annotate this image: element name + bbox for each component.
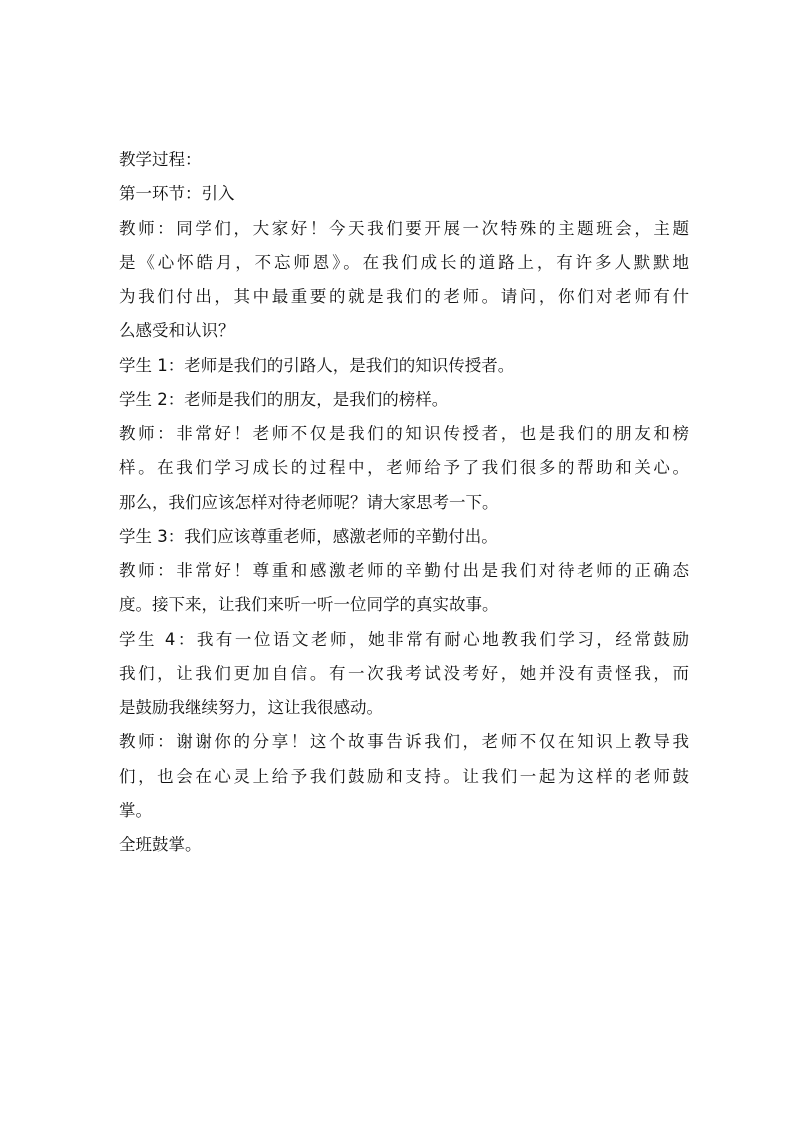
paragraph-line: 学生 4：我有一位语文老师，她非常有耐心地教我们学习，经常鼓励 [119, 629, 689, 649]
paragraph-line: 学生 1：老师是我们的引路人，是我们的知识传授者。 [119, 355, 515, 375]
paragraph-line: 全班鼓掌。 [119, 835, 202, 854]
paragraph-line: 度。接下来，让我们来听一听一位同学的真实故事。 [119, 595, 499, 615]
paragraph-line: 教师：同学们，大家好！今天我们要开展一次特殊的主题班会，主题 [119, 218, 689, 238]
paragraph-line: 掌。 [119, 800, 152, 820]
paragraph-line: 学生 2：老师是我们的朋友，是我们的榜样。 [119, 389, 449, 409]
paragraph-line: 教师：非常好！尊重和感激老师的辛勤付出是我们对待老师的正确态 [119, 561, 689, 580]
paragraph-line: 么感受和认识？ [119, 321, 235, 341]
subsection-heading: 第一环节：引入 [119, 184, 235, 204]
paragraph-line: 是《心怀皓月，不忘师恩》。在我们成长的道路上，有许多人默默地 [119, 252, 689, 272]
paragraph-line: 我们，让我们更加自信。有一次我考试没考好，她并没有责怪我，而 [119, 663, 689, 683]
paragraph-line: 样。在我们学习成长的过程中，老师给予了我们很多的帮助和关心。 [119, 458, 689, 478]
paragraph-line: 那么，我们应该怎样对待老师呢？请大家思考一下。 [119, 492, 499, 512]
paragraph-line: 教师：非常好！老师不仅是我们的知识传授者，也是我们的朋友和榜 [119, 424, 689, 443]
lesson-text [119, 143, 689, 862]
paragraph-line: 教师：谢谢你的分享！这个故事告诉我们，老师不仅在知识上教导我 [119, 732, 689, 752]
paragraph-line: 为我们付出，其中最重要的就是我们的老师。请问，你们对老师有什 [119, 287, 689, 306]
paragraph-line: 学生 3：我们应该尊重老师，感激老师的辛勤付出。 [119, 526, 498, 546]
section-heading: 教学过程： [119, 150, 202, 169]
paragraph-line: 是鼓励我继续努力，这让我很感动。 [119, 698, 383, 717]
paragraph-line: 们，也会在心灵上给予我们鼓励和支持。让我们一起为这样的老师鼓 [119, 766, 689, 786]
